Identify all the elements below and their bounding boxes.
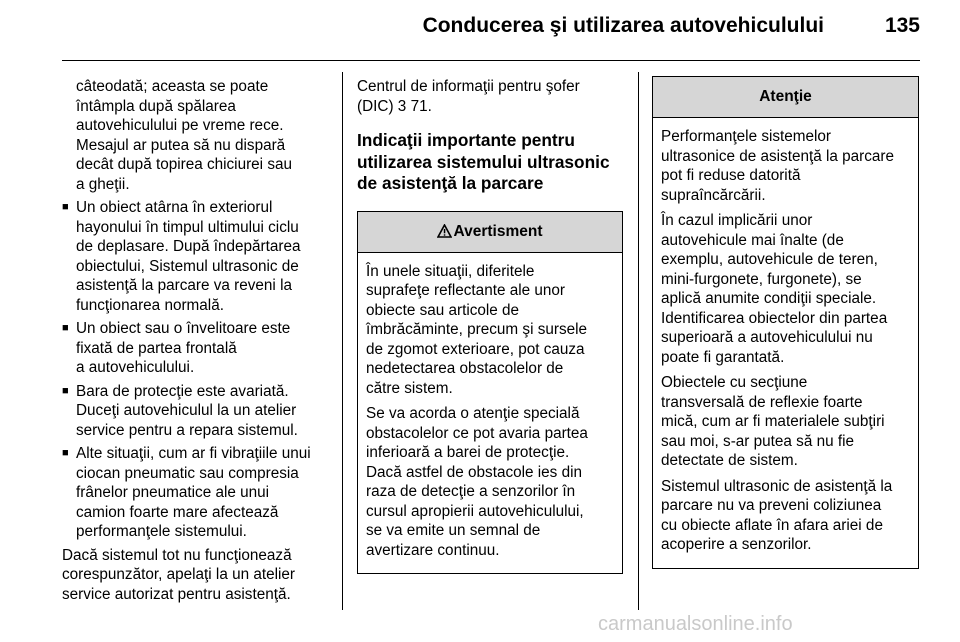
text-line: În unele situaţii, diferitele xyxy=(366,262,535,280)
bullet-square-icon: ■ xyxy=(62,447,69,459)
text-line: a autovehiculului. xyxy=(76,359,195,376)
bullet-square-icon: ■ xyxy=(62,201,69,213)
notice-paragraph xyxy=(661,127,910,205)
heading-line: utilizarea sistemului ultrasonic xyxy=(357,151,610,172)
text-line: supraîncărcării. xyxy=(661,186,766,204)
text-line: suprafeţe reflectante ale unor xyxy=(366,282,565,299)
text-line: nedetectarea obstacolelor de xyxy=(366,360,564,377)
text-line: Dacă astfel de obstacole ies din xyxy=(366,463,582,481)
section-heading xyxy=(357,130,623,195)
header-divider xyxy=(62,60,920,61)
warning-paragraph xyxy=(366,404,614,560)
text-line: Duceţi autovehiculul la un atelier xyxy=(76,402,297,419)
text-line: aplică anumite condiţii speciale. xyxy=(661,290,877,307)
text-line: Obiectele cu secţiune xyxy=(661,374,808,391)
text-line: Mesajul ar putea să nu dispară xyxy=(76,136,286,154)
text-line: întâmpla după spălarea xyxy=(76,97,236,115)
text-line: se va emite un semnal de xyxy=(366,522,541,539)
text-line: cursul apropierii autovehiculului, xyxy=(366,502,584,520)
notice-body xyxy=(653,118,918,568)
text-line: transversală de reflexie foarte xyxy=(661,393,863,411)
bullet-item xyxy=(62,444,330,542)
text-line: cu obiecte aflate în afara ariei de xyxy=(661,516,883,534)
text-line: Sistemul ultrasonic de asistenţă la xyxy=(661,477,893,495)
warning-header xyxy=(358,212,622,253)
page-reference-icon: 3 xyxy=(397,97,407,115)
text-line: mini-furgonete, furgonete), se xyxy=(661,270,862,288)
text-line: sau moi, s-ar putea să nu fie xyxy=(661,432,855,450)
column-left xyxy=(62,77,330,608)
text-line: service autorizat pentru asistenţă. xyxy=(62,585,291,603)
text-line: raza de detecţie a senzorilor în xyxy=(366,483,576,500)
text-line: obstacolelor ce pot avaria partea xyxy=(366,424,588,442)
text-line: Bara de protecţie este avariată. xyxy=(76,382,289,400)
text-line: funcţionarea normală. xyxy=(76,296,224,314)
column-middle xyxy=(357,77,623,574)
text-line: avertizare continuu. xyxy=(366,541,500,559)
text-line: obiecte sau articole de xyxy=(366,301,520,319)
column-right xyxy=(652,76,919,569)
text-line: ciocan pneumatic sau compresia xyxy=(76,464,299,482)
page-reference-link[interactable] xyxy=(398,98,432,115)
notice-header: Atenţie xyxy=(653,77,918,118)
text-line: hayonului în timpul ultimului ciclu xyxy=(76,218,299,236)
warning-box xyxy=(357,211,623,575)
text-line: corespunzător, apelaţi la un atelier xyxy=(62,566,296,583)
text-line: câteodată; aceasta se poate xyxy=(76,78,269,95)
heading-line: de asistenţă la parcare xyxy=(357,173,544,193)
text-line: exemplu, autovehicule de teren, xyxy=(661,251,878,268)
text-line: Un obiect atârna în exteriorul xyxy=(76,199,273,216)
page-reference-number: 71. xyxy=(410,97,432,115)
warning-body xyxy=(358,253,622,574)
notice-paragraph xyxy=(661,477,910,555)
text-line: Identificarea obiectelor din partea xyxy=(661,309,888,327)
bullet-item xyxy=(62,319,330,378)
text-line: de zgomot exterioare, pot cauza xyxy=(366,340,585,358)
notice-paragraph xyxy=(661,373,910,471)
text-line: ultrasonice de asistenţă la parcare xyxy=(661,147,894,165)
text-line: către sistem. xyxy=(366,379,453,397)
text-line: performanţele sistemului. xyxy=(76,523,247,540)
text-line: Performanţele sistemelor xyxy=(661,128,832,145)
text-line: Un obiect sau o învelitoare este xyxy=(76,320,291,337)
bullet-square-icon: ■ xyxy=(62,322,69,334)
text-line: inferioară a barei de protecţie. xyxy=(366,444,570,461)
continued-paragraph xyxy=(62,77,330,194)
text-line: detectate de sistem. xyxy=(661,452,798,469)
text-line: (DIC) xyxy=(357,97,394,115)
text-line: pot fi reduse datorită xyxy=(661,167,801,184)
text-line: Se va acorda o atenţie specială xyxy=(366,405,580,422)
text-line: autovehiculului pe vreme rece. xyxy=(76,117,284,134)
text-line: acoperire a senzorilor. xyxy=(661,536,812,553)
text-line: camion foarte mare afectează xyxy=(76,503,279,521)
watermark: carmanualsonline.info xyxy=(598,613,793,635)
bullet-item xyxy=(62,198,330,315)
text-line: Centrul de informaţii pentru şofer xyxy=(357,78,580,95)
column-divider xyxy=(638,72,639,610)
bullet-square-icon: ■ xyxy=(62,384,69,397)
notice-paragraph xyxy=(661,211,910,367)
text-line: de deplasare. După îndepărtarea xyxy=(76,238,301,255)
heading-line: Indicaţii importante pentru xyxy=(357,130,575,150)
intro-paragraph xyxy=(357,77,623,116)
closing-paragraph xyxy=(62,546,330,605)
text-line: parcare nu va preveni coliziunea xyxy=(661,497,882,514)
text-line: frânelor pneumatice ale unui xyxy=(76,484,270,501)
page-header-title: Conducerea şi utilizarea autovehiculului xyxy=(422,14,824,37)
warning-triangle-icon xyxy=(437,214,452,254)
text-line: În cazul implicării unor xyxy=(661,212,813,229)
text-line: decât după topirea chiciurei sau xyxy=(76,156,292,173)
notice-box xyxy=(652,76,919,569)
text-line: Dacă sistemul tot nu funcţionează xyxy=(62,546,292,564)
text-line: îmbrăcăminte, precum şi sursele xyxy=(366,321,588,338)
text-line: Alte situaţii, cum ar fi vibraţiile unui xyxy=(76,445,311,462)
text-line: asistenţă la parcare va reveni la xyxy=(76,277,292,294)
page-number: 135 xyxy=(884,14,920,37)
warning-paragraph xyxy=(366,262,614,399)
text-line: a gheţii. xyxy=(76,175,130,193)
text-line: fixată de partea frontală xyxy=(76,339,237,357)
warning-title: Avertisment xyxy=(453,222,543,240)
text-line: mică, cum ar fi materialele subţiri xyxy=(661,413,885,430)
text-line: autovehicule mai înalte (de xyxy=(661,231,844,249)
text-line: superioară a autovehiculului nu xyxy=(661,329,873,346)
text-line: poate fi garantată. xyxy=(661,348,785,366)
bullet-item xyxy=(62,382,330,441)
text-line: service pentru a repara sistemul. xyxy=(76,421,298,439)
column-divider xyxy=(342,72,343,610)
text-line: obiectului, Sistemul ultrasonic de xyxy=(76,257,299,275)
